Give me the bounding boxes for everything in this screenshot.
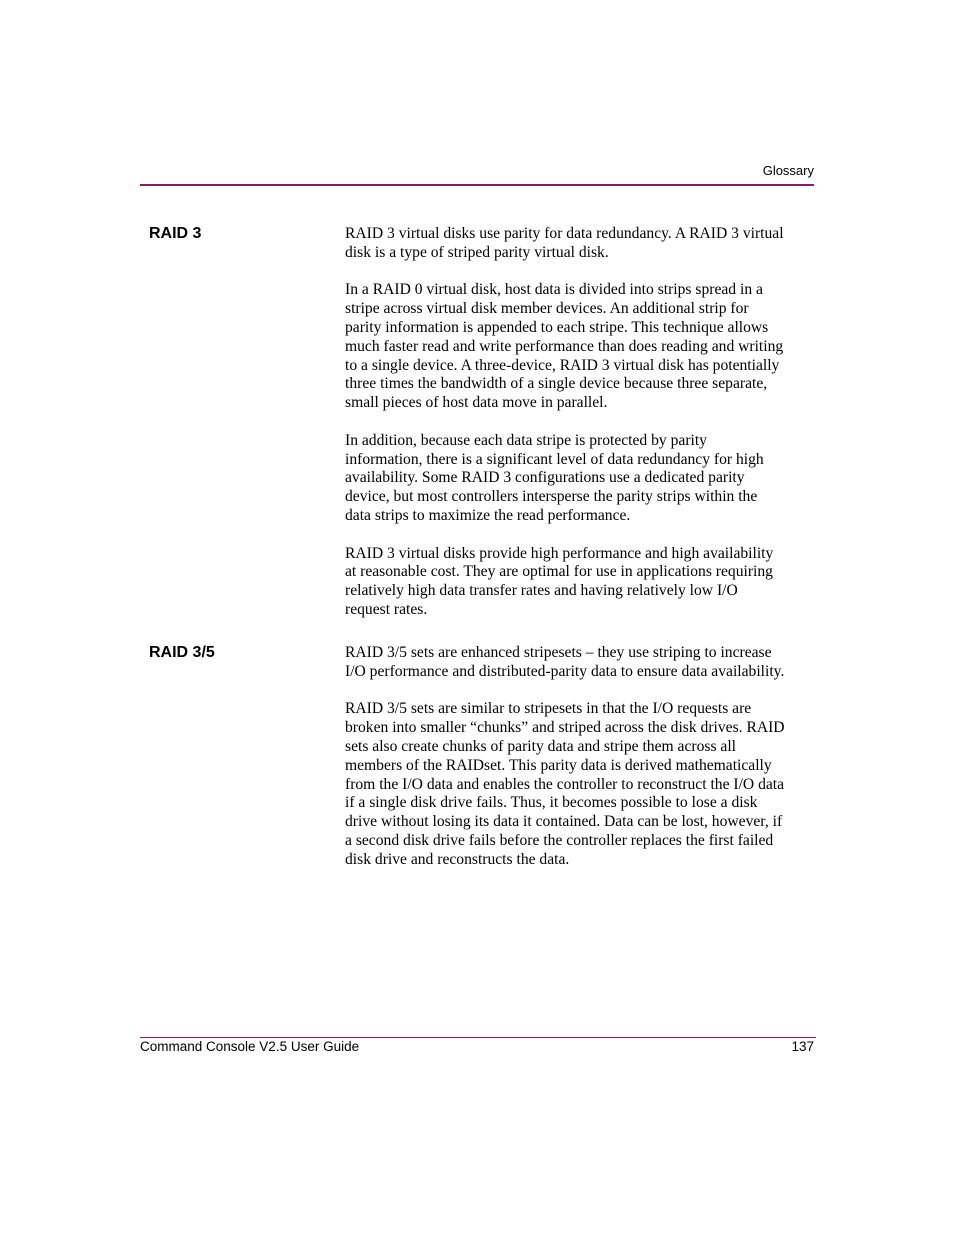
glossary-term-raid-3: RAID 3 [149,225,202,242]
definition-paragraph: RAID 3/5 sets are enhanced stripesets – they use striping to increase I/O performance and distributed-parity data to ensure data availability. [345,644,785,680]
footer-title: Command Console V2.5 User Guide [140,1039,360,1054]
glossary-term-raid-3-5: RAID 3/5 [149,644,215,661]
definition-paragraph: RAID 3/5 sets are similar to stripesets in that the I/O requests are broken into smaller “chunks” and striped across the disk drives. RAID sets also create chunks of parity data and stripe them across all members of the RAIDset. This parity data is derived mathematically from the I/O data and enables the controller to reconstruct the I/O data if a single disk drive fails. Thus, it becomes possible to lose a disk drive without losing its data it contained. Data can be lost, however, if a second disk drive fails before the controller replaces the first failed disk drive and reconstructs the data. [345,700,785,868]
definition-paragraph: In addition, because each data stripe is protected by parity information, there is a significant level of data redundancy for high availability. Some RAID 3 configurations use a dedicated parity device, but most controllers intersperse the parity strips within the data strips to maximize the read performance. [345,431,764,524]
definition-paragraph: RAID 3 virtual disks provide high performance and high availability at reasonable cost. They are optimal for use in applications requiring relatively high data transfer rates and having relatively low I/O request rates. [345,544,774,618]
definition-paragraph: RAID 3 virtual disks use parity for data redundancy. A RAID 3 virtual disk is a type of striped parity virtual disk. [345,225,784,261]
running-header: Glossary [762,163,814,178]
footer-rule [140,1037,816,1038]
header-rule [140,184,814,186]
glossary-definition-raid-3 [345,225,785,620]
glossary-definition-raid-3-5 [345,644,785,870]
definition-paragraph: In a RAID 0 virtual disk, host data is divided into strips spread in a stripe across virtual disk member devices. An additional strip for parity information is appended to each stripe. This technique allows much faster read and write performance than does reading and writing to a single device. A three-device, RAID 3 virtual disk has potentially three times the bandwidth of a single device because three separate, small pieces of host data move in parallel. [345,281,784,412]
page-number: 137 [791,1039,814,1054]
